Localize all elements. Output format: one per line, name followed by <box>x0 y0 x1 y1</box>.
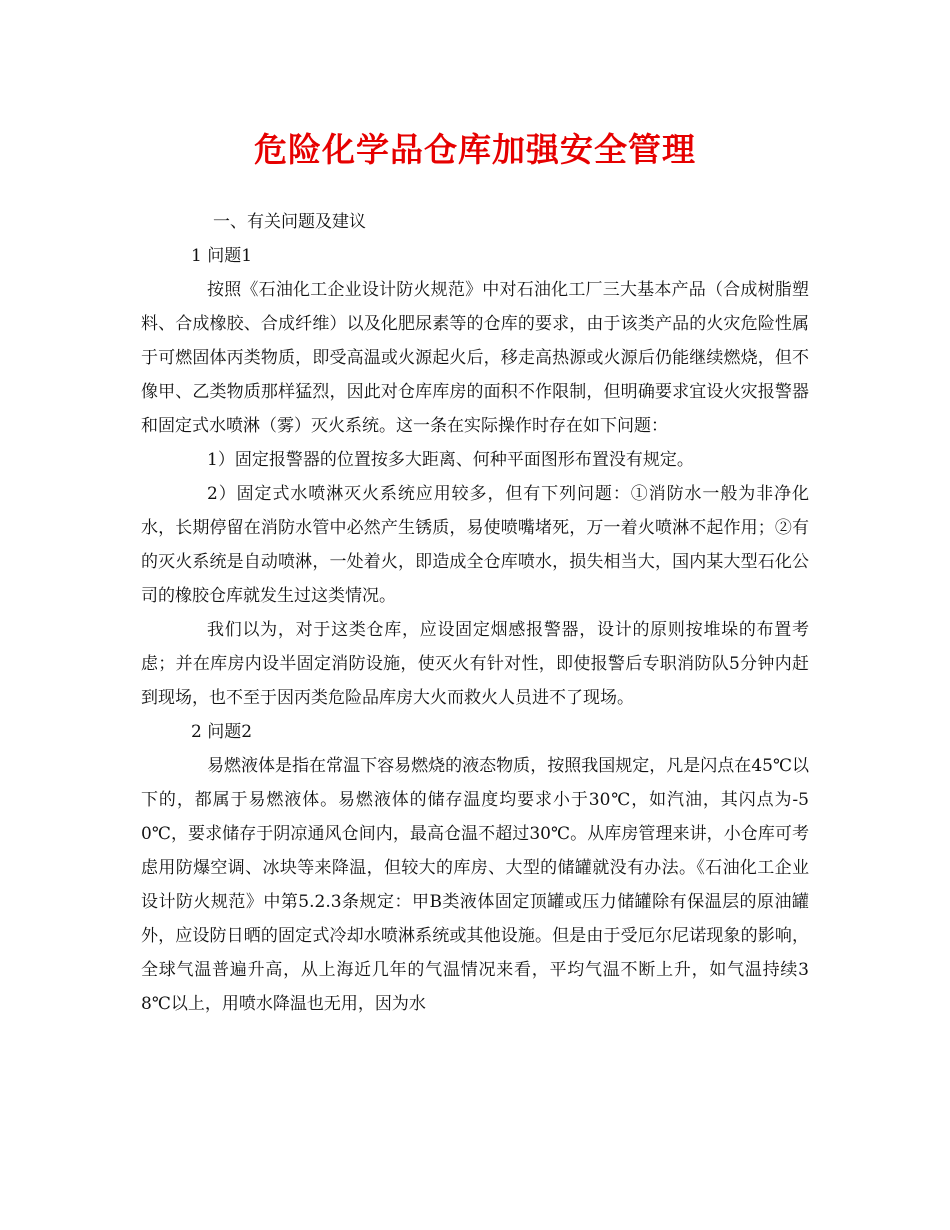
paragraph: 2）固定式水喷淋灭火系统应用较多，但有下列问题：①消防水一般为非净化水，长期停留在消防水管中必然产生锈质，易使喷嘴堵死，万一着火喷淋不起作用；②有的灭火系统是自动喷淋，一处着火，即造成全仓库喷水，损失相当大，国内某大型石化公司的橡胶仓库就发生过这类情况。 <box>141 484 809 606</box>
document-body <box>141 205 809 1021</box>
section-heading: 一、有关问题及建议 <box>213 212 366 232</box>
document-title: 危险化学品仓库加强安全管理 <box>254 130 696 169</box>
problem2-heading: 2 问题2 <box>191 722 253 742</box>
problem1-heading: 1 问题1 <box>191 246 253 266</box>
paragraph: 按照《石油化工企业设计防火规范》中对石油化工厂三大基本产品（合成树脂塑料、合成橡胶、合成纤维）以及化肥尿素等的仓库的要求，由于该类产品的火灾危险性属于可燃固体丙类物质，即受高温或火源起火后，移走高热源或火源后仍能继续燃烧，但不像甲、乙类物质那样猛烈，因此对仓库库房的面积不作限制，但明确要求宜设火灾报警器和固定式水喷淋（雾）灭火系统。这一条在实际操作时存在如下问题： <box>141 280 809 436</box>
paragraph: 易燃液体是指在常温下容易燃烧的液态物质，按照我国规定，凡是闪点在45℃以下的，都属于易燃液体。易燃液体的储存温度均要求小于30℃，如汽油，其闪点为-50℃，要求储存于阴凉通风仓间内，最高仓温不超过30℃。从库房管理来讲，小仓库可考虑用防爆空调、冰块等来降温，但较大的库房、大型的储罐就没有办法。《石油化工企业设计防火规范》中第5.2.3条规定：甲B类液体固定顶罐或压力储罐除有保温层的原油罐外，应设防日晒的固定式冷却水喷淋系统或其他设施。但是由于受厄尔尼诺现象的影响，全球气温普遍升高，从上海近几年的气温情况来看，平均气温不断上升，如气温持续38℃以上，用喷水降温也无用，因为水 <box>141 756 809 1014</box>
paragraph: 我们以为，对于这类仓库，应设固定烟感报警器，设计的原则按堆垛的布置考虑；并在库房内设半固定消防设施，使灭火有针对性，即使报警后专职消防队5分钟内赶到现场，也不至于因丙类危险品库房大火而救火人员进不了现场。 <box>141 620 809 708</box>
paragraph: 1）固定报警器的位置按多大距离、何种平面图形布置没有规定。 <box>207 450 694 470</box>
